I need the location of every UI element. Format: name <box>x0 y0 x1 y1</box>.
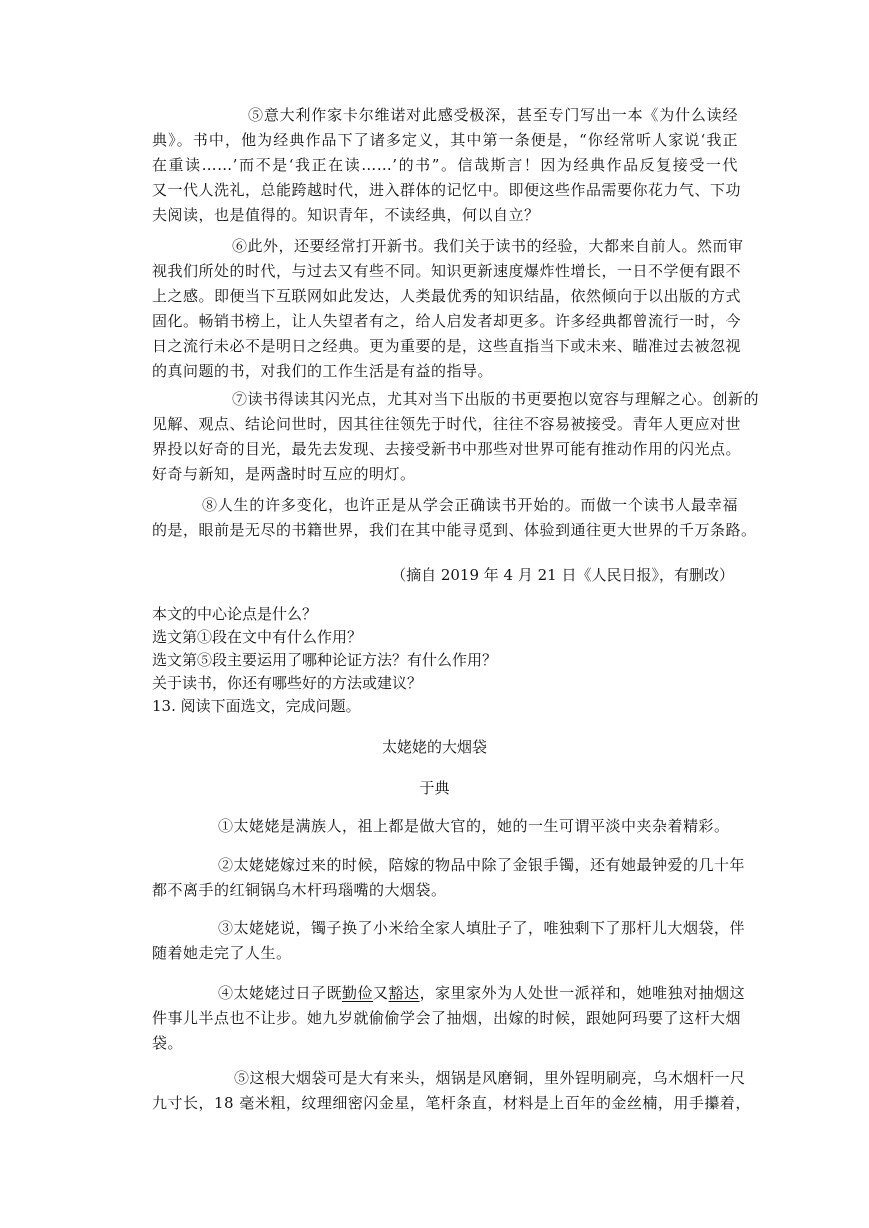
text-line: ⑤意大利作家卡尔维诺对此感受极深，甚至专门写出一本《为什么读经 <box>248 106 738 124</box>
underlined-word: 勤俭 <box>342 984 374 1002</box>
question-2: 选文第①段在文中有什么作用？ <box>152 628 363 646</box>
text-segment: ④太姥姥过日子既 <box>218 984 343 1002</box>
text-segment: ，家里家外为人处世一派祥和，她唯独对抽烟这 <box>419 984 746 1002</box>
paragraph-5 <box>152 103 742 228</box>
paragraph-6 <box>152 234 744 384</box>
text-line: ③太姥姥说，镯子换了小米给全家人填肚子了，唯独剩下了那杆儿大烟袋，伴 <box>218 919 746 937</box>
story-paragraph-1 <box>152 814 738 839</box>
underlined-word: 豁达 <box>388 984 420 1002</box>
text-line: 九寸长，18 毫米粗，纹理细密闪金星，笔杆条直，材料是上百年的金丝楠，用手攥着， <box>152 1094 751 1112</box>
text-line: ⑧人生的许多变化，也许正是从学会正确读书开始的。而做一个读书人最幸福 <box>202 496 738 514</box>
paragraph-8 <box>152 493 757 543</box>
text-line: 典》。书中，他为经典作品下了诸多定义，其中第一条便是，“你经常听人家说‘我正 <box>152 131 738 149</box>
story-title: 太姥姥的大烟袋 <box>381 738 487 756</box>
text-line: ⑦读书得读其闪光点，尤其对当下出版的书更要抱以宽容与理解之心。创新的 <box>232 390 760 408</box>
text-line: 又一代人洗礼，总能跨越时代，进入群体的记忆中。即便这些作品需要你花力气、下功 <box>152 181 742 199</box>
story-paragraph-2 <box>152 853 746 903</box>
text-line: ⑥此外，还要经常打开新书。我们关于读书的经验，大都来自前人。然而审 <box>232 237 744 255</box>
text-line: 夫阅读，也是值得的。知识青年，不读经典，何以自立？ <box>152 206 540 224</box>
text-line: 都不离手的红铜锅乌木杆玛瑙嘴的大烟袋。 <box>152 881 447 899</box>
story-paragraph-4 <box>152 981 746 1056</box>
question-13-heading: 13. 阅读下面选文，完成问题。 <box>152 697 361 715</box>
text-line: 好奇与新知，是两盏时时互应的明灯。 <box>152 465 416 483</box>
text-line: 视我们所处的时代，与过去又有些不同。知识更新速度爆炸性增长，一日不学便有跟不 <box>152 262 742 280</box>
text-line: ①太姥姥是满族人，祖上都是做大官的，她的一生可谓平淡中夹杂着精彩。 <box>218 817 730 835</box>
question-1: 本文的中心论点是什么？ <box>152 605 318 623</box>
story-paragraph-3 <box>152 916 746 966</box>
text-line: 固化。畅销书榜上，让人失望者有之，给人启发者却更多。许多经典都曾流行一时，今 <box>152 312 742 330</box>
text-line: 袋。 <box>152 1034 184 1052</box>
text-line <box>152 981 746 1006</box>
story-paragraph-5 <box>152 1066 751 1116</box>
text-line: ⑤这根大烟袋可是大有来头，烟锅是风磨铜，里外锃明刷亮，乌木烟杆一尺 <box>234 1069 746 1087</box>
text-segment: 又 <box>373 984 389 1002</box>
story-author: 于典 <box>419 779 450 797</box>
text-line: 见解、观点、结论问世时，因其往往领先于时代，往往不容易被接受。青年人更应对世 <box>152 415 742 433</box>
text-line: 界投以好奇的目光，最先去发现、去接受新书中那些对世界可能有推动作用的闪光点。 <box>152 440 742 458</box>
text-line: 的真问题的书，对我们的工作生活是有益的指导。 <box>152 362 494 380</box>
text-line: 日之流行未必不是明日之经典。更为重要的是，这些直指当下或未来、瞄准过去被忽视 <box>152 337 742 355</box>
text-line: ②太姥姥嫁过来的时候，陪嫁的物品中除了金银手镯，还有她最钟爱的几十年 <box>218 856 746 874</box>
paragraph-7 <box>152 387 760 487</box>
text-line: 件事儿半点也不让步。她九岁就偷偷学会了抽烟，出嫁的时候，跟她阿玛要了这杆大烟 <box>152 1009 742 1027</box>
text-line: 的是，眼前是无尽的书籍世界，我们在其中能寻觅到、体验到通往更大世界的千万条路。 <box>152 521 757 539</box>
text-line: 随着她走完了人生。 <box>152 944 292 962</box>
text-line: 在重读……’而不是‘我正在读……’的书”。信哉斯言！因为经典作品反复接受一代 <box>152 156 738 174</box>
question-3: 选文第⑤段主要运用了哪种论证方法？有什么作用？ <box>152 651 498 669</box>
question-4: 关于读书，你还有哪些好的方法或建议？ <box>152 674 423 692</box>
source-citation: （摘自 2019 年 4 月 21 日《人民日报》，有删改） <box>391 566 734 584</box>
text-line: 上之感。即便当下互联网如此发达，人类最优秀的知识结晶，依然倾向于以出版的方式 <box>152 287 742 305</box>
